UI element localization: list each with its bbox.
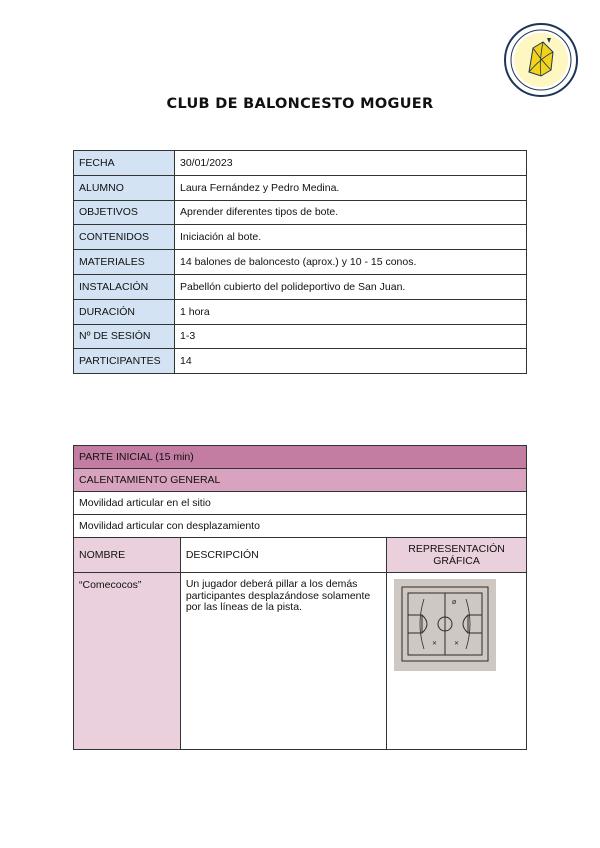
table-row [74, 349, 527, 374]
label-fecha: FECHA [74, 151, 175, 176]
label-materiales: MATERIALES [74, 250, 175, 275]
label-duracion: DURACIÓN [74, 299, 175, 324]
table-row [74, 299, 527, 324]
svg-text:ø: ø [452, 598, 457, 606]
column-header-name: NOMBRE [74, 538, 181, 573]
value-participantes: 14 [175, 349, 527, 374]
table-row [74, 151, 527, 176]
club-crest-icon [503, 22, 579, 98]
activity-graphic [387, 573, 527, 750]
table-row [74, 274, 527, 299]
activity-name: “Comecocos” [74, 573, 181, 750]
value-alumno: Laura Fernández y Pedro Medina. [175, 175, 527, 200]
label-alumno: ALUMNO [74, 175, 175, 200]
table-row [74, 175, 527, 200]
column-header-graphic: REPRESENTACIÓN GRÁFICA [387, 538, 527, 573]
activity-description: Un jugador deberá pillar a los demás participantes desplazándose solamente por las líneas de la pista. [180, 573, 386, 750]
label-instalacion: INSTALACIÓN [74, 274, 175, 299]
page-title: CLUB DE BALONCESTO MOGUER [166, 96, 434, 112]
svg-text:✕: ✕ [454, 640, 460, 647]
part-header: PARTE INICIAL (15 min) [74, 446, 527, 469]
table-row [74, 200, 527, 225]
table-row [74, 250, 527, 275]
value-instalacion: Pabellón cubierto del polideportivo de San Juan. [175, 274, 527, 299]
svg-text:✕: ✕ [432, 640, 438, 647]
value-fecha: 30/01/2023 [175, 151, 527, 176]
table-row [74, 324, 527, 349]
section-header: CALENTAMIENTO GENERAL [74, 469, 527, 492]
label-sesion: Nº DE SESIÓN [74, 324, 175, 349]
value-sesion: 1-3 [175, 324, 527, 349]
label-contenidos: CONTENIDOS [74, 225, 175, 250]
list-item: Movilidad articular con desplazamiento [74, 515, 527, 538]
session-info-table [73, 150, 527, 374]
value-objetivos: Aprender diferentes tipos de bote. [175, 200, 527, 225]
column-header-description: DESCRIPCIÓN [180, 538, 386, 573]
list-item: Movilidad articular en el sitio [74, 492, 527, 515]
value-contenidos: Iniciación al bote. [175, 225, 527, 250]
value-materiales: 14 balones de baloncesto (aprox.) y 10 - 15 conos. [175, 250, 527, 275]
table-row [74, 225, 527, 250]
label-participantes: PARTICIPANTES [74, 349, 175, 374]
session-plan-table [73, 445, 527, 750]
label-objetivos: OBJETIVOS [74, 200, 175, 225]
court-drawing-icon [394, 579, 496, 671]
value-duracion: 1 hora [175, 299, 527, 324]
